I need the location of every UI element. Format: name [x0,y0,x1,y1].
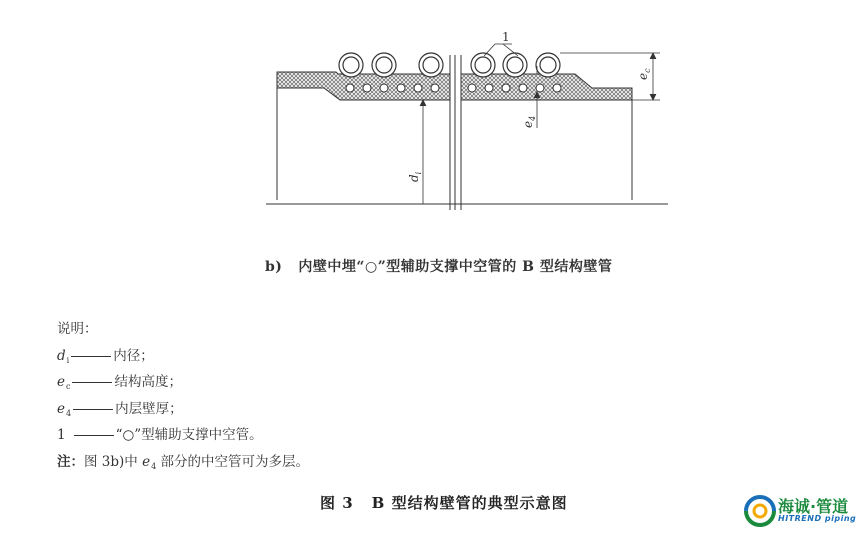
figure-title [320,492,568,513]
legend-item-ec [57,369,309,396]
legend [57,316,309,475]
legend-symbol: 1 [57,427,66,443]
brand-name-cn: 海诚·管道 [778,497,849,516]
legend-note [57,449,309,476]
legend-desc: 内层壁厚； [115,400,183,417]
legend-desc: 结构高度； [114,374,182,390]
legend-symbol: e [57,374,65,390]
legend-symbol: d [57,347,66,364]
swirl-logo-icon [744,495,776,527]
pipe-wall-diagram [0,0,865,250]
brand-name-en: HITREND piping [778,514,857,523]
legend-dash [74,435,114,436]
note-text-post: 部分的中空管可为多层。 [156,453,309,470]
subfigure-caption-text: 内壁中埋“○”型辅助支撑中空管的 B 型结构壁管 [298,259,613,275]
legend-item-1 [57,422,309,449]
figure-title-text: B 型结构壁管的典型示意图 [371,494,568,512]
dim-label-e4: $e_4$ [521,115,537,128]
dimension-di [420,100,426,204]
legend-item-di [57,343,309,370]
dim-label-ec: $e_c$ [636,68,652,80]
legend-title: 说明： [57,321,98,337]
note-text-pre: 图 3b)中 [84,453,143,470]
legend-item-e4 [57,396,309,423]
subfigure-caption [265,256,612,276]
legend-desc: 内径； [113,347,154,364]
legend-symbol: e [57,400,65,417]
figure-number: 图 3 [320,494,354,512]
note-label: 注： [57,453,84,470]
legend-dash [72,382,112,383]
legend-dash [71,356,111,357]
legend-desc: “○”型辅助支撑中空管。 [115,427,263,443]
subfigure-tag: b) [265,259,283,275]
brand-logo [744,494,859,528]
note-symbol-sub: 4 [151,461,157,471]
legend-symbol-sub: 4 [66,408,72,418]
legend-symbol-sub: c [66,382,71,391]
callout-1-label: 1 [502,30,510,44]
legend-symbol-sub: i [66,355,70,365]
legend-dash [73,409,113,410]
note-symbol: e [142,453,151,470]
dim-label-di: $d_i$ [407,171,423,182]
